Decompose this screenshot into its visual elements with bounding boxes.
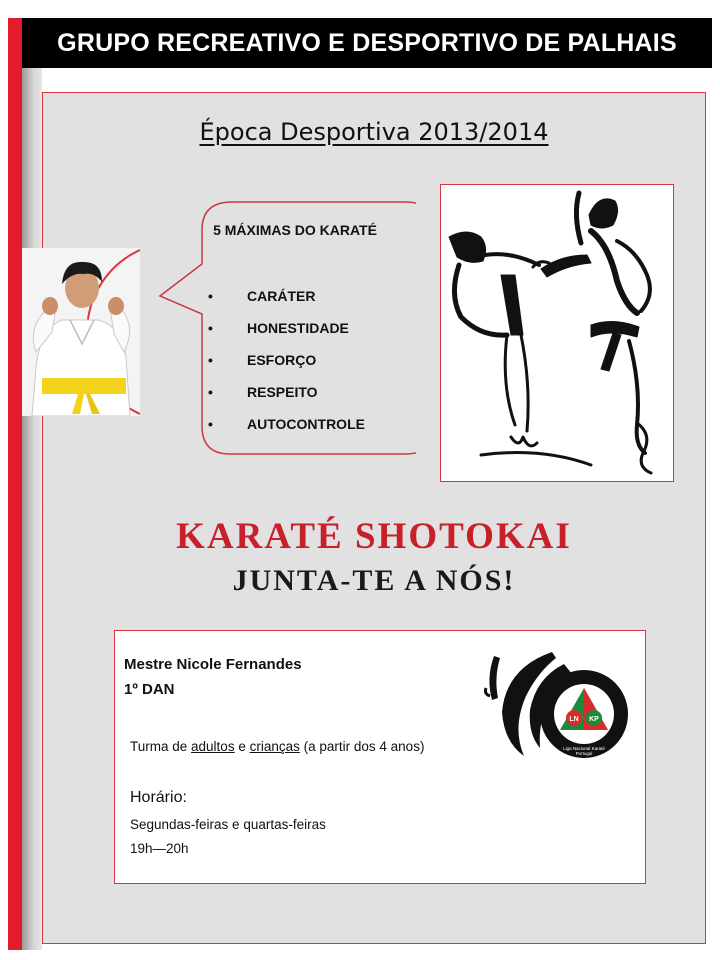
maxims-heading: 5 MÁXIMAS DO KARATÉ [213,222,377,238]
class-children: crianças [249,739,300,754]
bullet-icon: • [208,416,213,432]
sub-title: JUNTA-TE A NÓS! [232,564,516,597]
season-title-text: Época Desportiva 2013/2014 [199,118,549,146]
bullet-icon: • [208,384,213,400]
schedule-time: 19h—20h [130,841,189,856]
master-name: Mestre Nicole Fernandes [124,656,302,673]
karate-kick-drawing [440,184,674,482]
left-red-stripe [8,18,22,950]
left-grey-shade [22,68,42,950]
league-logo [476,648,636,760]
main-title: KARATÉ SHOTOKAI [176,516,572,557]
schedule-days: Segundas-feiras e quartas-feiras [130,817,326,832]
club-title: GRUPO RECREATIVO E DESPORTIVO DE PALHAIS [57,29,677,57]
master-rank: 1º DAN [124,681,175,698]
class-description: Turma de adultos e crianças (a partir dos 4 anos) [130,739,425,754]
logo-initials-left: LN [569,716,579,723]
season-title [42,118,706,146]
schedule-label: Horário: [130,789,187,806]
class-adults: adultos [191,739,235,754]
bullet-icon: • [208,288,213,304]
logo-initials-right: KP [589,716,599,723]
logo-caption-line2: Portugal [575,751,593,756]
bullet-icon: • [208,320,213,336]
bullet-icon: • [208,352,213,368]
logo-caption-line1: Liga Nacional Karaté [563,746,605,751]
karate-kid-photo [22,248,140,416]
